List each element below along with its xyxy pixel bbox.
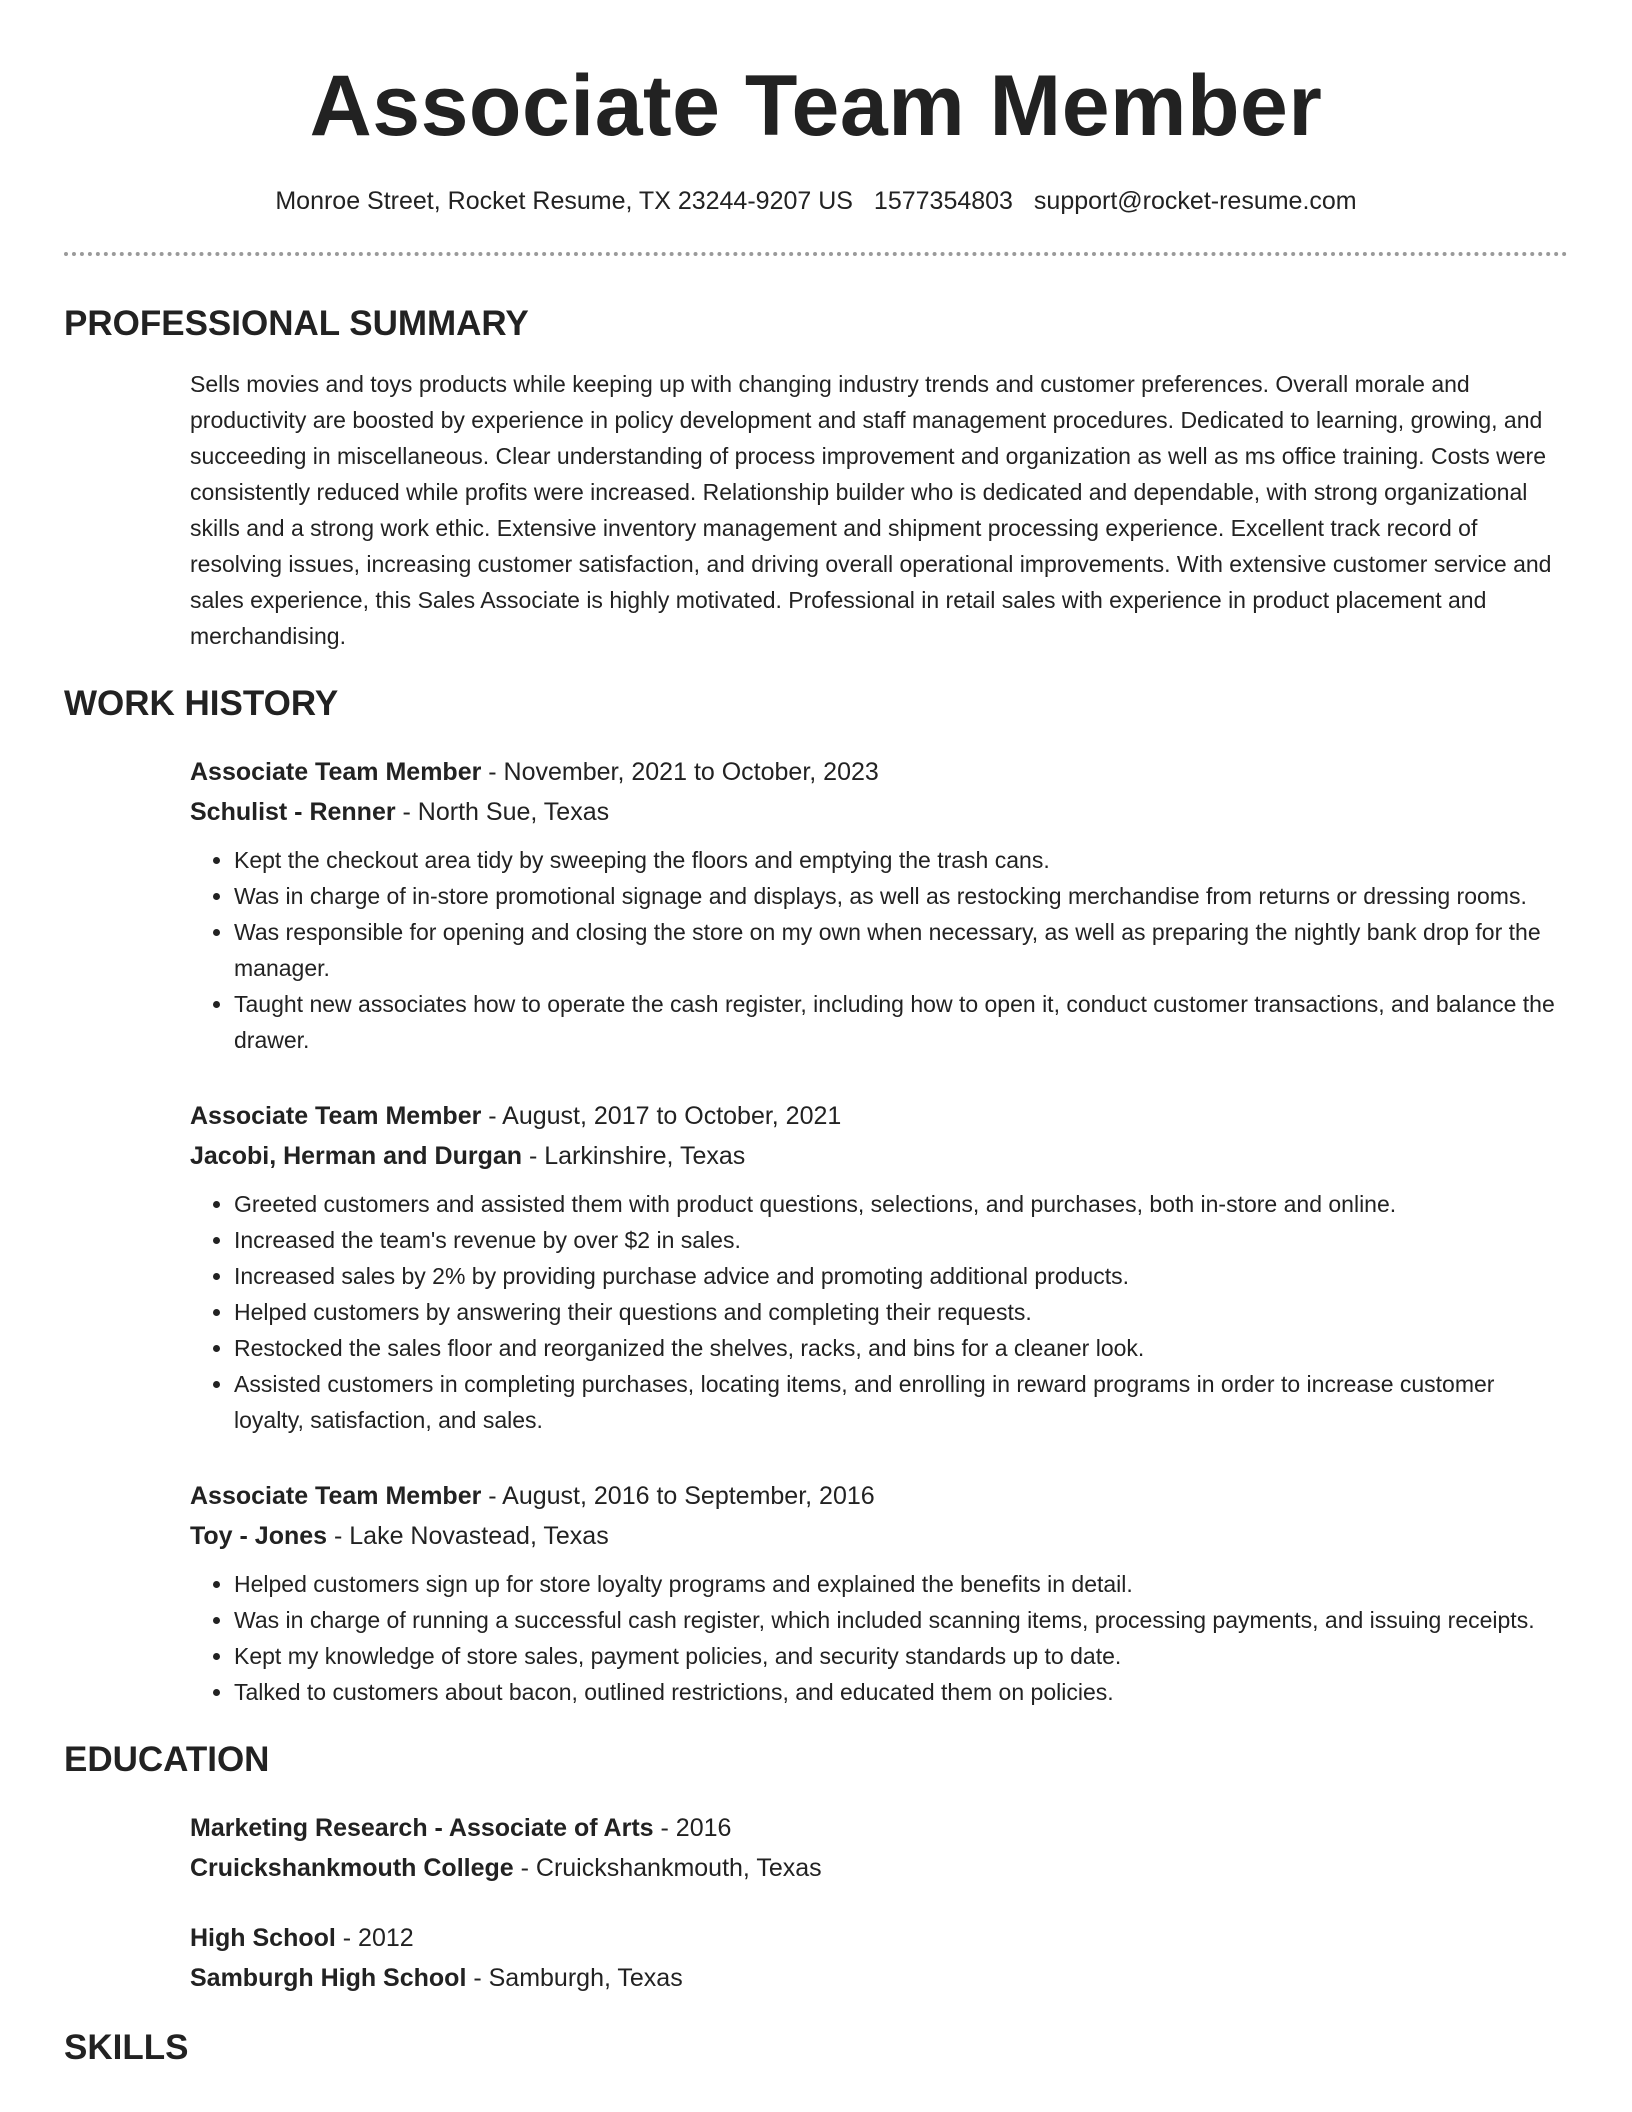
education-degree-line xyxy=(190,1808,1568,1848)
job-bullet: • Assisted customers in completing purchases, locating items, and enrolling in reward programs in order to increase customer loyalty, satisfaction, and sales. xyxy=(234,1366,1568,1438)
education-entry xyxy=(190,1808,1568,1888)
job-dates: - August, 2017 to October, 2021 xyxy=(481,1102,842,1130)
section-title-education: EDUCATION xyxy=(64,1740,270,1779)
contact-line xyxy=(64,184,1568,218)
section-title-skills: SKILLS xyxy=(64,2028,189,2067)
education-location: - Samburgh, Texas xyxy=(466,1964,683,1992)
job-company: Toy - Jones xyxy=(190,1522,328,1550)
job-company: Jacobi, Herman and Durgan xyxy=(190,1142,523,1170)
education-degree: High School xyxy=(190,1924,336,1952)
job-bullets xyxy=(190,1186,1568,1438)
job-company-line xyxy=(190,1516,1568,1556)
job-bullet: • Was responsible for opening and closing the store on my own when necessary, as well as preparing the nightly bank drop for the manager. xyxy=(234,914,1568,986)
job-bullet: • Taught new associates how to operate the cash register, including how to open it, conduct customer transactions, and balance the drawer. xyxy=(234,986,1568,1058)
summary-text: Sells movies and toys products while keeping up with changing industry trends and customer preferences. Overall morale and productivity are boosted by experience in policy development and staff management procedures. Dedicated to learning, growing, and succeeding in miscellaneous. Clear understanding of process improvement and organization as well as ms office training. Costs were consistently reduced while profits were increased. Relationship builder who is dedicated and dependable, with strong organizational skills and a strong work ethic. Extensive inventory management and shipment processing experience. Excellent track record of resolving issues, increasing customer satisfaction, and driving overall operational improvements. With extensive customer service and sales experience, this Sales Associate is highly motivated. Professional in retail sales with experience in product placement and merchandising. xyxy=(190,371,1552,649)
education-school-line xyxy=(190,1848,1568,1888)
job-company-line xyxy=(190,1136,1568,1176)
resume-header xyxy=(64,0,1568,256)
contact-phone: 1577354803 xyxy=(873,187,1013,215)
job-bullet: • Increased the team's revenue by over $2 in sales. xyxy=(234,1222,1568,1258)
job-role-line xyxy=(190,752,1568,792)
contact-address: Monroe Street, Rocket Resume, TX 23244-9207 US xyxy=(275,187,853,215)
education-school-line xyxy=(190,1958,1568,1998)
job-dates: - August, 2016 to September, 2016 xyxy=(481,1482,875,1510)
education-school: Samburgh High School xyxy=(190,1964,467,1992)
job-company-line xyxy=(190,792,1568,832)
job-bullet: • Was in charge of in-store promotional signage and displays, as well as restocking merchandise from returns or dressing rooms. xyxy=(234,878,1568,914)
job-bullets xyxy=(190,842,1568,1058)
job-entry xyxy=(190,752,1568,1058)
candidate-name: Associate Team Member xyxy=(309,58,1323,154)
section-title-summary: PROFESSIONAL SUMMARY xyxy=(64,304,529,343)
contact-email: support@rocket-resume.com xyxy=(1033,187,1357,215)
job-bullet: • Increased sales by 2% by providing purchase advice and promoting additional products. xyxy=(234,1258,1568,1294)
education-location: - Cruickshankmouth, Texas xyxy=(513,1854,822,1882)
job-bullet: • Talked to customers about bacon, outlined restrictions, and educated them on policies. xyxy=(234,1674,1568,1710)
education-body xyxy=(190,1808,1568,1998)
job-role-line xyxy=(190,1476,1568,1516)
job-role: Associate Team Member xyxy=(190,1102,482,1130)
job-bullet: • Greeted customers and assisted them with product questions, selections, and purchases, both in-store and online. xyxy=(234,1186,1568,1222)
education-school: Cruickshankmouth College xyxy=(190,1854,514,1882)
job-role: Associate Team Member xyxy=(190,1482,482,1510)
job-bullet: • Was in charge of running a successful cash register, which included scanning items, processing payments, and issuing receipts. xyxy=(234,1602,1568,1638)
job-bullet: • Helped customers sign up for store loyalty programs and explained the benefits in detail. xyxy=(234,1566,1568,1602)
work-history-body xyxy=(190,752,1568,1710)
job-role-line xyxy=(190,1096,1568,1136)
section-title-work-history: WORK HISTORY xyxy=(64,684,339,723)
education-degree: Marketing Research - Associate of Arts xyxy=(190,1814,654,1842)
header-divider xyxy=(64,252,1568,256)
job-bullet: • Kept my knowledge of store sales, payment policies, and security standards up to date. xyxy=(234,1638,1568,1674)
job-dates: - November, 2021 to October, 2023 xyxy=(481,758,879,786)
job-location: - Lake Novastead, Texas xyxy=(327,1522,609,1550)
education-degree-line xyxy=(190,1918,1568,1958)
job-bullet: • Restocked the sales floor and reorganized the shelves, racks, and bins for a cleaner look. xyxy=(234,1330,1568,1366)
job-location: - North Sue, Texas xyxy=(395,798,610,826)
summary-body xyxy=(190,366,1568,654)
job-location: - Larkinshire, Texas xyxy=(522,1142,746,1170)
education-year: - 2016 xyxy=(653,1814,732,1842)
job-bullets xyxy=(190,1566,1568,1710)
job-bullet: • Helped customers by answering their questions and completing their requests. xyxy=(234,1294,1568,1330)
education-year: - 2012 xyxy=(335,1924,414,1952)
job-role: Associate Team Member xyxy=(190,758,482,786)
job-bullet: • Kept the checkout area tidy by sweeping the floors and emptying the trash cans. xyxy=(234,842,1568,878)
education-entry xyxy=(190,1918,1568,1998)
job-entry xyxy=(190,1476,1568,1710)
job-company: Schulist - Renner xyxy=(190,798,396,826)
job-entry xyxy=(190,1096,1568,1438)
